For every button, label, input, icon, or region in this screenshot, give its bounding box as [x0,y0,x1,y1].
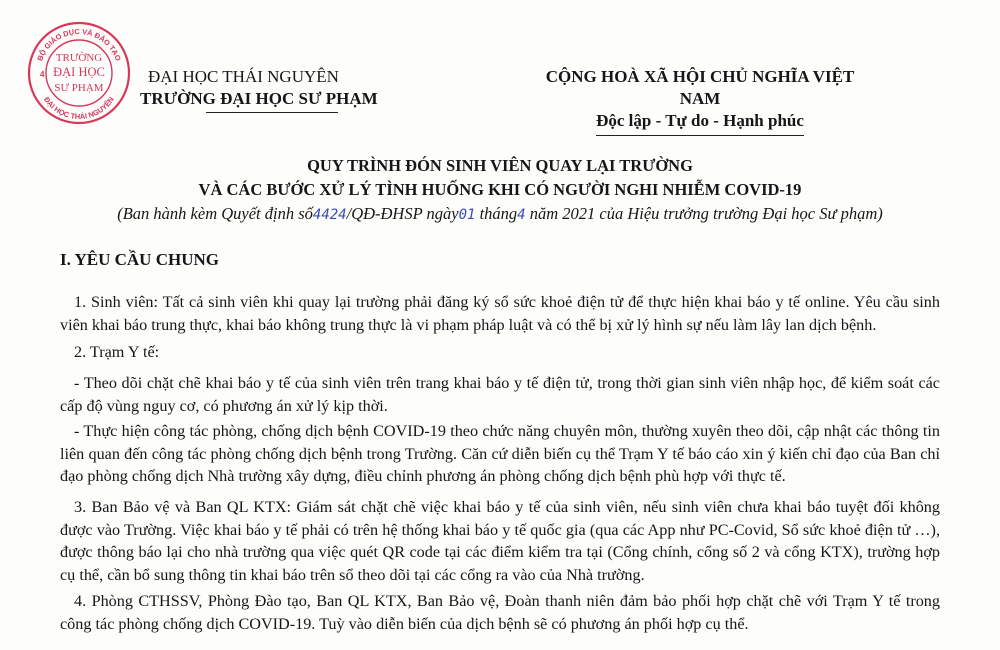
document-title-line1: QUY TRÌNH ĐÓN SINH VIÊN QUAY LẠI TRƯỜNG [307,156,693,175]
paragraph-students: 1. Sinh viên: Tất cả sinh viên khi quay lại trường phải đăng ký sổ sức khoẻ điện tử để thực hiện khai báo y tế online. Yêu cầu sinh viên khai báo trung thực, khai báo không trung thực là vi phạm pháp luật và có thể bị xử lý hình sự nếu làm lây lan dịch bệnh. [60,293,940,334]
school-seal [26,20,132,126]
document-title-line2: VÀ CÁC BƯỚC XỬ LÝ TÌNH HUỐNG KHI CÓ NGƯỜI NGHI NHIỄM COVID-19 [198,180,802,199]
university-name: ĐẠI HỌC THÁI NGUYÊN [148,67,339,86]
seal-line1: TRƯỜNG [55,52,103,64]
paragraph-coordination: 4. Phòng CTHSSV, Phòng Đào tạo, Ban QL KTX, Ban Bảo vệ, Đoàn thanh niên đảm bảo phối hợp chặt chẽ với Trạm Y tế trong công tác phòng chống dịch COVID-19. Tuỳ vào diễn biến của dịch bệnh sẽ có phương án phối hợp cụ thể. [60,592,940,633]
paragraph-medical-monitoring: - Theo dõi chặt chẽ khai báo y tế của sinh viên trên trang khai báo y tế điện tử, trong thời gian sinh viên nhập học, để kiểm soát các cấp độ vùng nguy cơ, có phương án xử lý kịp thời. [60,374,940,415]
seal-line2: ĐẠI HỌC [53,65,105,79]
handwritten-decision-number: 4424 [312,207,347,223]
handwritten-month: 4 [517,207,526,223]
national-title: CỘNG HOÀ XÃ HỘI CHỦ NGHĨA VIỆT NAM [545,67,855,108]
section-heading: I. YÊU CẦU CHUNG [60,250,219,269]
seal-arc-bottom: ĐẠI HỌC THÁI NGUYÊN [42,95,116,122]
school-name: TRƯỜNG ĐẠI HỌC SƯ PHẠM [140,88,378,110]
national-motto: Độc lập - Tự do - Hạnh phúc [596,111,804,130]
paragraph-security-dormitory: 3. Ban Bảo vệ và Ban QL KTX: Giám sát chặt chẽ việc khai báo y tế của sinh viên, nếu sinh viên chưa khai báo tuyệt đối không được vào Trường. Việc khai báo y tế phải có trên hệ thống khai báo y tế quốc gia (qua các App như PC-Covid, Sổ sức khoẻ điện tử …), được thông báo lại cho nhà trường qua việc quét QR code tại các điểm kiểm tra tại (Cổng chính, cổng số 2 và cổng KTX), trường hợp cụ thể, cần bổ sung thông tin khai báo trên sổ theo dõi tại các cổng ra vào của Nhà trường. [60,498,940,584]
school-name-underline [206,112,338,113]
header-right [530,66,870,132]
paragraph-medical-prevention: - Thực hiện công tác phòng, chống dịch bệnh COVID-19 theo chức năng chuyên môn, thường xuyên theo dõi, cập nhật các thông tin liên quan đến công tác phòng chống dịch bệnh trong Trường. Căn cứ diễn biến cụ thể Trạm Y tế báo cáo xin ý kiến chỉ đạo của Ban chỉ đạo phòng chống dịch Nhà trường xây dựng, điều chỉnh phương án phòng chống dịch bệnh phù hợp với thực tế. [60,422,940,485]
header-left [140,66,378,110]
seal-number: 4 [40,70,45,79]
issued-note: (Ban hành kèm Quyết định số4424/QĐ-ĐHSP ngày01 tháng4 năm 2021 của Hiệu trưởng trường Đại học Sư phạm) [117,204,883,223]
seal-line3: SƯ PHẠM [54,82,104,94]
seal-arc-top: BỘ GIÁO DỤC VÀ ĐÀO TẠO [35,26,123,63]
paragraph-medical-station: 2. Trạm Y tế: [74,343,160,361]
handwritten-day: 01 [458,207,476,223]
